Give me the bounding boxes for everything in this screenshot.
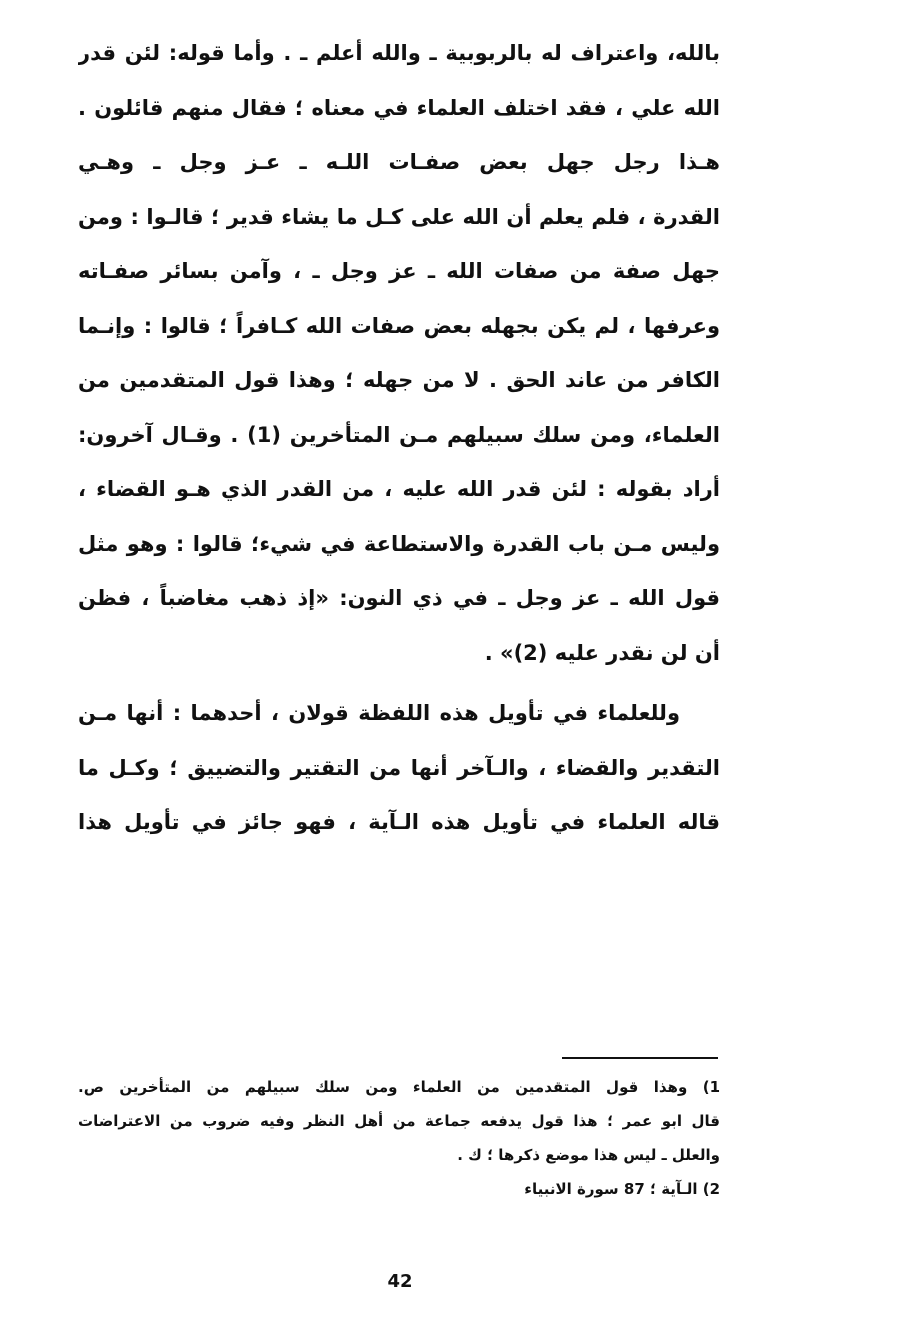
footnote-line: 2) الـآية ؛ 87 سورة الانبياء <box>524 1180 720 1198</box>
text-line: قول الله ـ عز وجل ـ في ذي النون: «إذ ذهب مغاضباً ، فظن <box>78 586 720 610</box>
footnote-line: والعلل ـ ليس هذا موضع ذكرها ؛ ك . <box>457 1146 720 1164</box>
text-line: جهل صفة من صفات الله ـ عز وجل ـ ، وآمن بسائر صفـاته <box>78 259 720 283</box>
text-line: أراد بقوله : لئن قدر الله عليه ، من القدر الذي هـو القضاء ، <box>78 477 720 501</box>
footnotes <box>78 1070 720 1206</box>
text-line: أن لن نقدر عليه (2)» . <box>484 640 720 665</box>
text-line: وعرفها ، لم يكن بجهله بعض صفات الله كـافراً ؛ قالوا : وإنـما <box>78 313 720 338</box>
text-line: الكافر من عاند الحق . لا من جهله ؛ وهذا قول المتقدمين من <box>78 368 720 392</box>
text-line: قاله العلماء في تأويل هذه الـآية ، فهو جائز في تأويل هذا <box>78 810 720 834</box>
paragraph-2 <box>78 686 720 850</box>
text-line: بالله، واعتراف له بالربوبية ـ والله أعلم ـ . وأما قوله: لئن قدر <box>78 41 720 65</box>
text-line: العلماء، ومن سلك سبيلهم مـن المتأخرين (1) . وقـال آخرون: <box>78 422 720 447</box>
text-line: هـذا رجل جهل بعض صفـات اللـه ـ عـز وجل ـ وهـي <box>78 150 720 174</box>
footnote-line: قال ابو عمر ؛ هذا قول يدفعه جماعة من أهل النظر وفيه ضروب من الاعتراضات <box>78 1112 720 1130</box>
text-line: التقدير والقضاء ، والـآخر أنها من التقتير والتضييق ؛ وكـل ما <box>78 755 720 780</box>
text-line: وللعلماء في تأويل هذه اللفظة قولان ، أحدهما : أنها مـن <box>78 701 680 725</box>
footnote-line: 1) وهذا قول المتقدمين من العلماء ومن سلك سبيلهم من المتأخرين ص. <box>78 1078 720 1096</box>
footnote-divider <box>562 1057 718 1059</box>
text-line: وليس مـن باب القدرة والاستطاعة في شيء؛ قالوا : وهو مثل <box>78 531 720 556</box>
page-number: 42 <box>387 1271 413 1292</box>
text-line: الله علي ، فقد اختلف العلماء في معناه ؛ فقال منهم قائلون . <box>78 95 720 120</box>
text-line: القدرة ، فلم يعلم أن الله على كـل ما يشاء قدير ؛ قالـوا : ومن <box>78 204 720 229</box>
paragraph-1 <box>78 26 720 680</box>
